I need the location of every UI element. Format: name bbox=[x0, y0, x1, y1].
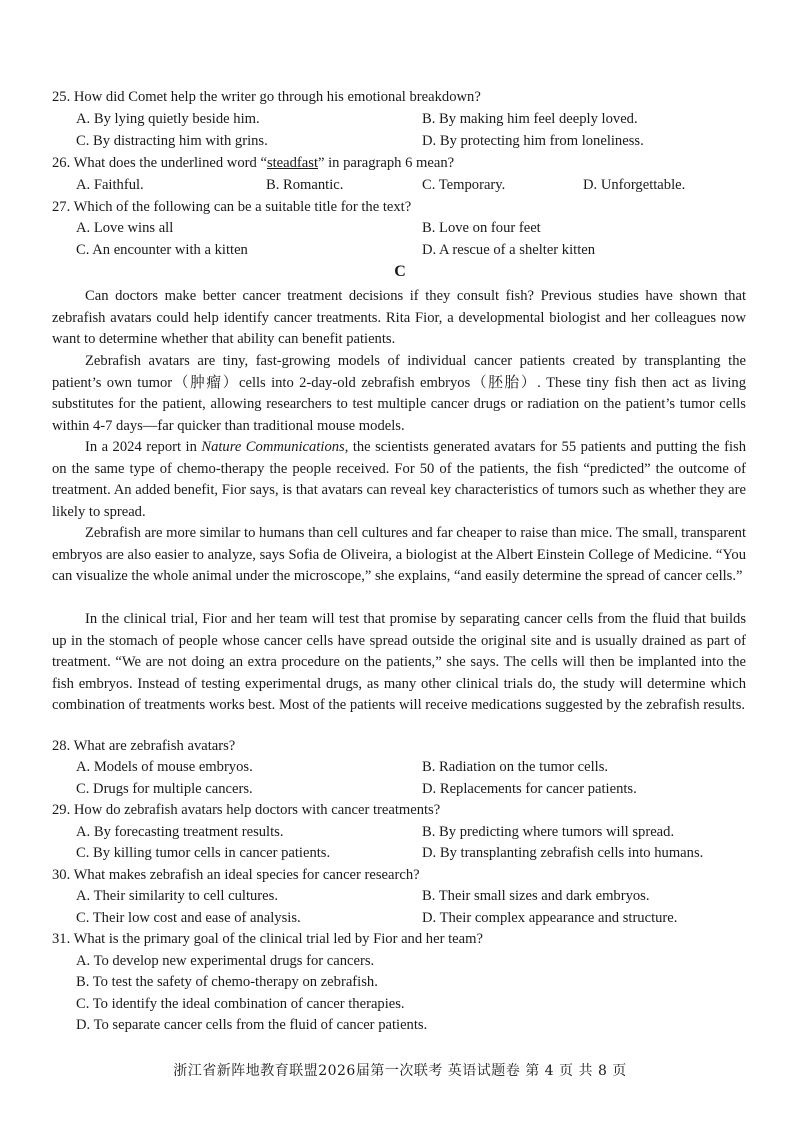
question-29-option-d: D. By transplanting zebrafish cells into humans. bbox=[422, 845, 704, 861]
question-25-option-b: B. By making him feel deeply loved. bbox=[422, 111, 638, 127]
passage-paragraph-1: Can doctors make better cancer treatment decisions if they consult fish? Previous studies have shown that zebrafish avatars could help identify cancer treatments. Rita Fior, a developmental biologist and her colleagues now want to determine whether that ability can benefit patients. bbox=[52, 288, 746, 348]
page-footer: 浙江省新阵地教育联盟2026届第一次联考 英语试题卷 第 4 页 共 8 页 bbox=[173, 1063, 627, 1079]
question-27-option-b: B. Love on four feet bbox=[422, 220, 541, 236]
question-28-option-b: B. Radiation on the tumor cells. bbox=[422, 759, 609, 775]
question-31-option-c: C. To identify the ideal combination of cancer therapies. bbox=[76, 996, 405, 1012]
question-31-option-d: D. To separate cancer cells from the fluid of cancer patients. bbox=[76, 1017, 428, 1033]
question-29-option-b: B. By predicting where tumors will spread. bbox=[422, 824, 675, 840]
question-27-option-d: D. A rescue of a shelter kitten bbox=[422, 242, 596, 258]
question-30-option-c: C. Their low cost and ease of analysis. bbox=[76, 910, 301, 926]
journal-name: Nature Communications bbox=[201, 439, 345, 455]
question-25-option-d: D. By protecting him from loneliness. bbox=[422, 133, 644, 149]
question-27-option-a: A. Love wins all bbox=[76, 220, 174, 236]
question-29-option-a: A. By forecasting treatment results. bbox=[76, 824, 284, 840]
question-27-stem: 27. Which of the following can be a suitable title for the text? bbox=[52, 199, 412, 215]
question-26-option-c: C. Temporary. bbox=[422, 177, 506, 193]
question-31-option-b: B. To test the safety of chemo-therapy on zebrafish. bbox=[76, 974, 378, 990]
question-30-option-a: A. Their similarity to cell cultures. bbox=[76, 888, 278, 904]
question-30-option-d: D. Their complex appearance and structure. bbox=[422, 910, 678, 926]
question-26-option-d: D. Unforgettable. bbox=[583, 177, 686, 193]
question-27-option-c: C. An encounter with a kitten bbox=[76, 242, 248, 258]
question-26-option-b: B. Romantic. bbox=[266, 177, 344, 193]
passage-paragraph-2: Zebrafish avatars are tiny, fast-growing models of individual cancer patients created by transplanting the patient’s own tumor（肿瘤）cells into 2-day-old zebrafish embryos（胚胎）. These tiny fish then act as living substitutes for the patient, allowing researchers to test multiple cancer drugs or radiation on the patient’s tumor cells within 4-7 days—far quicker than traditional mouse models. bbox=[52, 353, 746, 434]
section-label: C bbox=[394, 263, 406, 280]
question-26-stem bbox=[52, 155, 454, 172]
question-31-stem: 31. What is the primary goal of the clinical trial led by Fior and her team? bbox=[52, 931, 483, 947]
paragraph-3-after: , the scientists generated avatars for 55 patients and putting the fish on the same type of chemo-therapy the people received. For 50 of the patients, the fish “predicted” the outcome of treatment. An added benefit, Fior says, is that avatars can reveal key characteristics of tumors such as whether they are likely to spread. bbox=[52, 439, 746, 520]
question-30-option-b: B. Their small sizes and dark embryos. bbox=[422, 888, 650, 904]
passage-paragraph-5: In the clinical trial, Fior and her team will test that promise by separating cancer cells from the fluid that builds up in the stomach of people whose cancer cells have spread outside the original site and is usually drained as part of treatment. “We are not doing an extra procedure on the patients,” she says. The cells will then be implanted into the fish embryos. Instead of testing experimental drugs, as many other clinical trials do, the study will determine which combination of treatments works best. Most of the patients will receive medications suggested by the zebrafish results. bbox=[52, 611, 746, 714]
question-25-stem: 25. How did Comet help the writer go through his emotional breakdown? bbox=[52, 89, 481, 105]
passage-paragraph-4: Zebrafish are more similar to humans than cell cultures and far cheaper to raise than mice. The small, transparent embryos are also easier to analyze, says Sofia de Oliveira, a biologist at the Albert Einstein College of Medicine. “You can visualize the whole animal under the microscope,” she explains, “and easily determine the spread of cancer cells.” bbox=[52, 525, 746, 585]
question-29-stem: 29. How do zebrafish avatars help doctors with cancer treatments? bbox=[52, 802, 441, 818]
passage-paragraph-3 bbox=[52, 437, 746, 523]
question-28-option-d: D. Replacements for cancer patients. bbox=[422, 781, 637, 797]
question-26-stem-suffix: ” in paragraph 6 mean? bbox=[318, 155, 455, 171]
question-29-option-c: C. By killing tumor cells in cancer patients. bbox=[76, 845, 331, 861]
question-30-stem: 30. What makes zebrafish an ideal species for cancer research? bbox=[52, 867, 420, 883]
question-26-option-a: A. Faithful. bbox=[76, 177, 144, 193]
question-28-option-a: A. Models of mouse embryos. bbox=[76, 759, 253, 775]
question-28-option-c: C. Drugs for multiple cancers. bbox=[76, 781, 253, 797]
question-28-stem: 28. What are zebrafish avatars? bbox=[52, 738, 236, 754]
question-25-option-c: C. By distracting him with grins. bbox=[76, 133, 268, 149]
underlined-word: steadfast bbox=[266, 155, 318, 171]
question-26-stem-prefix: 26. What does the underlined word “ bbox=[52, 155, 267, 171]
question-31-option-a: A. To develop new experimental drugs for cancers. bbox=[76, 953, 375, 969]
question-25-option-a: A. By lying quietly beside him. bbox=[76, 111, 260, 127]
paragraph-3-before: In a 2024 report in bbox=[85, 439, 202, 455]
